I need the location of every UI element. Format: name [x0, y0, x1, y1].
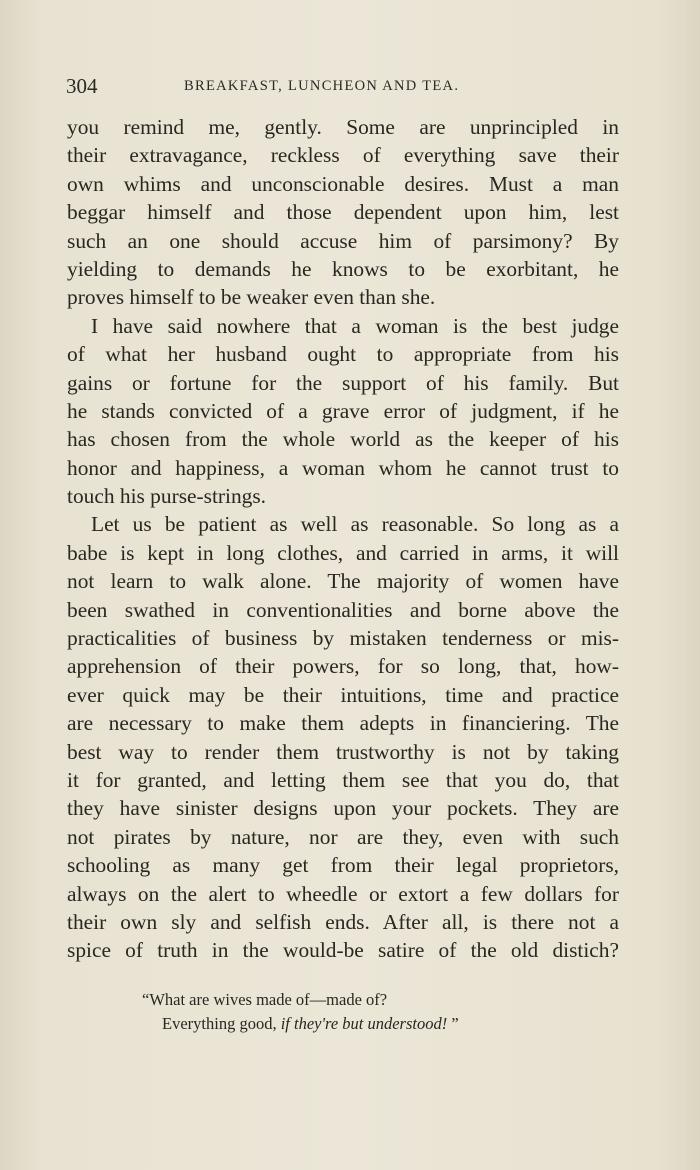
text-line: own whims and unconscionable desires. Must a man	[67, 171, 619, 196]
quote-line-2	[142, 1012, 459, 1036]
text-line: he stands convicted of a grave error of judgment, if he	[67, 398, 619, 423]
quote-line-2-italic: if they're but understood!	[280, 1014, 448, 1033]
running-head: BREAKFAST, LUNCHEON AND TEA.	[184, 78, 460, 94]
text-line: gains or fortune for the support of his family. But	[67, 370, 619, 395]
text-line: best way to render them trustworthy is not by taking	[67, 739, 619, 764]
text-line: are necessary to make them adepts in financiering. The	[67, 711, 619, 736]
text-line: ever quick may be their intuitions, time and practice	[67, 682, 619, 707]
text-line: practicalities of business by mistaken tenderness or mis-	[67, 626, 619, 651]
text-line: been swathed in conventionalities and borne above the	[67, 597, 619, 622]
text-line: schooling as many get from their legal proprietors,	[67, 853, 619, 878]
text-line: apprehension of their powers, for so long, that, how-	[67, 654, 619, 679]
text-line: touch his purse-strings.	[67, 484, 267, 509]
paragraph-first-line: Let us be patient as well as reasonable. So long as a	[91, 512, 619, 537]
text-line: has chosen from the whole world as the keeper of his	[67, 427, 619, 452]
body-text	[67, 113, 619, 965]
text-line: their own sly and selfish ends. After all, is there not a	[67, 909, 619, 934]
text-line: such an one should accuse him of parsimony? By	[67, 228, 619, 253]
page-header	[66, 74, 626, 100]
text-line: of what her husband ought to appropriate from his	[67, 342, 619, 367]
text-line: babe is kept in long clothes, and carried in arms, it will	[67, 540, 619, 565]
quote-line-2-plain: Everything good,	[162, 1014, 281, 1033]
text-line: yielding to demands he knows to be exorbitant, he	[67, 256, 619, 281]
text-line: proves himself to be weaker even than she.	[67, 285, 436, 310]
page-number: 304	[66, 74, 98, 98]
text-line: they have sinister designs upon your pockets. They are	[67, 796, 619, 821]
text-line: always on the alert to wheedle or extort a few dollars for	[67, 881, 619, 906]
text-line: you remind me, gently. Some are unprincipled in	[67, 115, 619, 139]
paragraph-first-line: I have said nowhere that a woman is the best judge	[91, 313, 619, 338]
quote-line-1: “What are wives made of—made of?	[142, 990, 388, 1009]
verse-quote	[142, 988, 459, 1036]
text-line: their extravagance, reckless of everything save their	[67, 143, 619, 168]
text-line: not pirates by nature, nor are they, even with such	[67, 824, 619, 849]
text-line: spice of truth in the would-be satire of the old distich?	[67, 938, 619, 963]
quote-line-2-close: ”	[447, 1014, 459, 1033]
text-line: honor and happiness, a woman whom he cannot trust to	[67, 455, 619, 480]
text-line: it for granted, and letting them see that you do, that	[67, 767, 619, 792]
text-line: beggar himself and those dependent upon him, lest	[67, 200, 619, 225]
text-line: not learn to walk alone. The majority of women have	[67, 569, 619, 594]
